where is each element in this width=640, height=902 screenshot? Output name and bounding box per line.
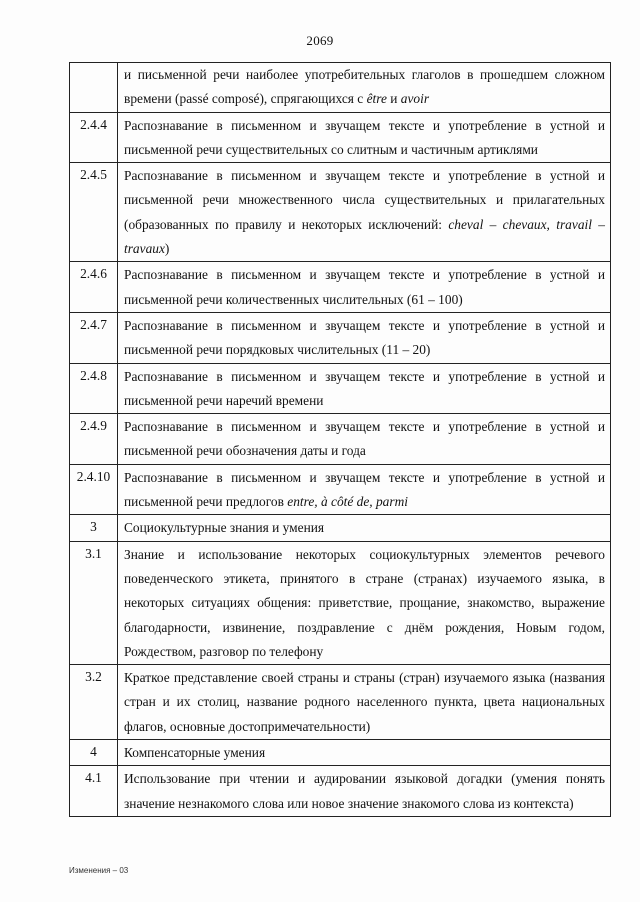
text-segment: Распознавание в письменном и звучащем тексте и употребление в устной и письменной речи множественного числа существительных и прилагательных (образованных по правилу и некоторых исключений: xyxy=(124,168,605,232)
row-number: 2.4.9 xyxy=(70,414,118,465)
italic-term: entre, à côté de, parmi xyxy=(287,494,408,510)
table-row xyxy=(70,464,611,515)
text-segment: Краткое представление своей страны и страны (стран) изучаемого языка (названия стран и их столиц, название родного населенного пункта, цвета национальных флагов, основные достопримечательности) xyxy=(124,670,605,734)
row-number: 4 xyxy=(70,740,118,766)
text-segment: Распознавание в письменном и звучащем тексте и употребление в устной и письменной речи предлогов xyxy=(124,469,605,510)
row-description xyxy=(118,464,611,515)
row-description xyxy=(118,766,611,817)
text-segment: Распознавание в письменном и звучащем тексте и употребление в устной и письменной речи обозначения даты и года xyxy=(124,419,605,459)
text-segment: Распознавание в письменном и звучащем тексте и употребление в устной и письменной речи порядковых числительных (11 – 20) xyxy=(124,317,605,358)
row-number: 3.2 xyxy=(70,665,118,740)
table-row xyxy=(70,63,611,113)
page-number: 2069 xyxy=(306,33,334,48)
text-segment: Использование при чтении и аудировании языковой догадки (умения понять значение незнакомого слова или новое значение знакомого слова из контекста) xyxy=(124,771,605,811)
row-description xyxy=(118,312,611,363)
text-segment: Распознавание в письменном и звучащем тексте и употребление в устной и письменной речи количественных числительных (61 – 100) xyxy=(124,267,605,307)
row-description xyxy=(118,665,611,740)
row-number: 2.4.8 xyxy=(70,363,118,414)
table-row xyxy=(70,515,611,541)
italic-term: être xyxy=(366,91,387,107)
row-number: 4.1 xyxy=(70,766,118,817)
footer-revision: Изменения – 03 xyxy=(69,866,129,875)
table-row xyxy=(70,414,611,465)
row-number: 2.4.6 xyxy=(70,262,118,313)
table-row xyxy=(70,665,611,740)
row-description xyxy=(118,740,611,766)
table-row xyxy=(70,541,611,664)
italic-term: cheval – chevaux, travail – travaux xyxy=(124,216,605,257)
row-number: 2.4.10 xyxy=(70,464,118,515)
table-row xyxy=(70,363,611,414)
text-segment: Компенсаторные умения xyxy=(124,745,266,761)
text-segment: и xyxy=(386,91,401,107)
text-segment: Распознавание в письменном и звучащем тексте и употребление в устной и письменной речи наречий времени xyxy=(124,368,605,408)
row-number: 2.4.7 xyxy=(70,312,118,363)
curriculum-table xyxy=(69,62,611,817)
table-row xyxy=(70,112,611,163)
row-number: 2.4.5 xyxy=(70,163,118,262)
row-description xyxy=(118,515,611,541)
table-row xyxy=(70,740,611,766)
text-segment: Знание и использование некоторых социокультурных элементов речевого поведенческого этикета, принятого в стране (странах) изучаемого языка, в некоторых ситуациях общения: приветствие, прощание, знакомство, выражение благодарности, извинение, поздравление с днём рождения, Новым годом, Рождеством, разговор по телефону xyxy=(124,546,605,659)
text-segment: и письменной речи наиболее употребительных глаголов в прошедшем сложном времени (passé composé), спрягающихся с xyxy=(124,67,605,107)
table-row xyxy=(70,312,611,363)
row-description xyxy=(118,414,611,465)
row-number xyxy=(70,63,118,113)
italic-term: avoir xyxy=(400,91,430,107)
row-number: 3.1 xyxy=(70,541,118,664)
text-segment: Социокультурные знания и умения xyxy=(124,520,325,536)
row-description xyxy=(118,112,611,163)
row-number: 2.4.4 xyxy=(70,112,118,163)
row-description xyxy=(118,163,611,262)
row-number: 3 xyxy=(70,515,118,541)
text-segment: Распознавание в письменном и звучащем тексте и употребление в устной и письменной речи существительных со слитным и частичным артиклями xyxy=(124,117,605,157)
table-row xyxy=(70,766,611,817)
row-description xyxy=(118,541,611,664)
row-description xyxy=(118,363,611,414)
text-segment: ) xyxy=(164,241,170,257)
row-description xyxy=(118,262,611,313)
table-row xyxy=(70,163,611,262)
table-row xyxy=(70,262,611,313)
table-body xyxy=(70,63,611,817)
row-description xyxy=(118,63,611,113)
